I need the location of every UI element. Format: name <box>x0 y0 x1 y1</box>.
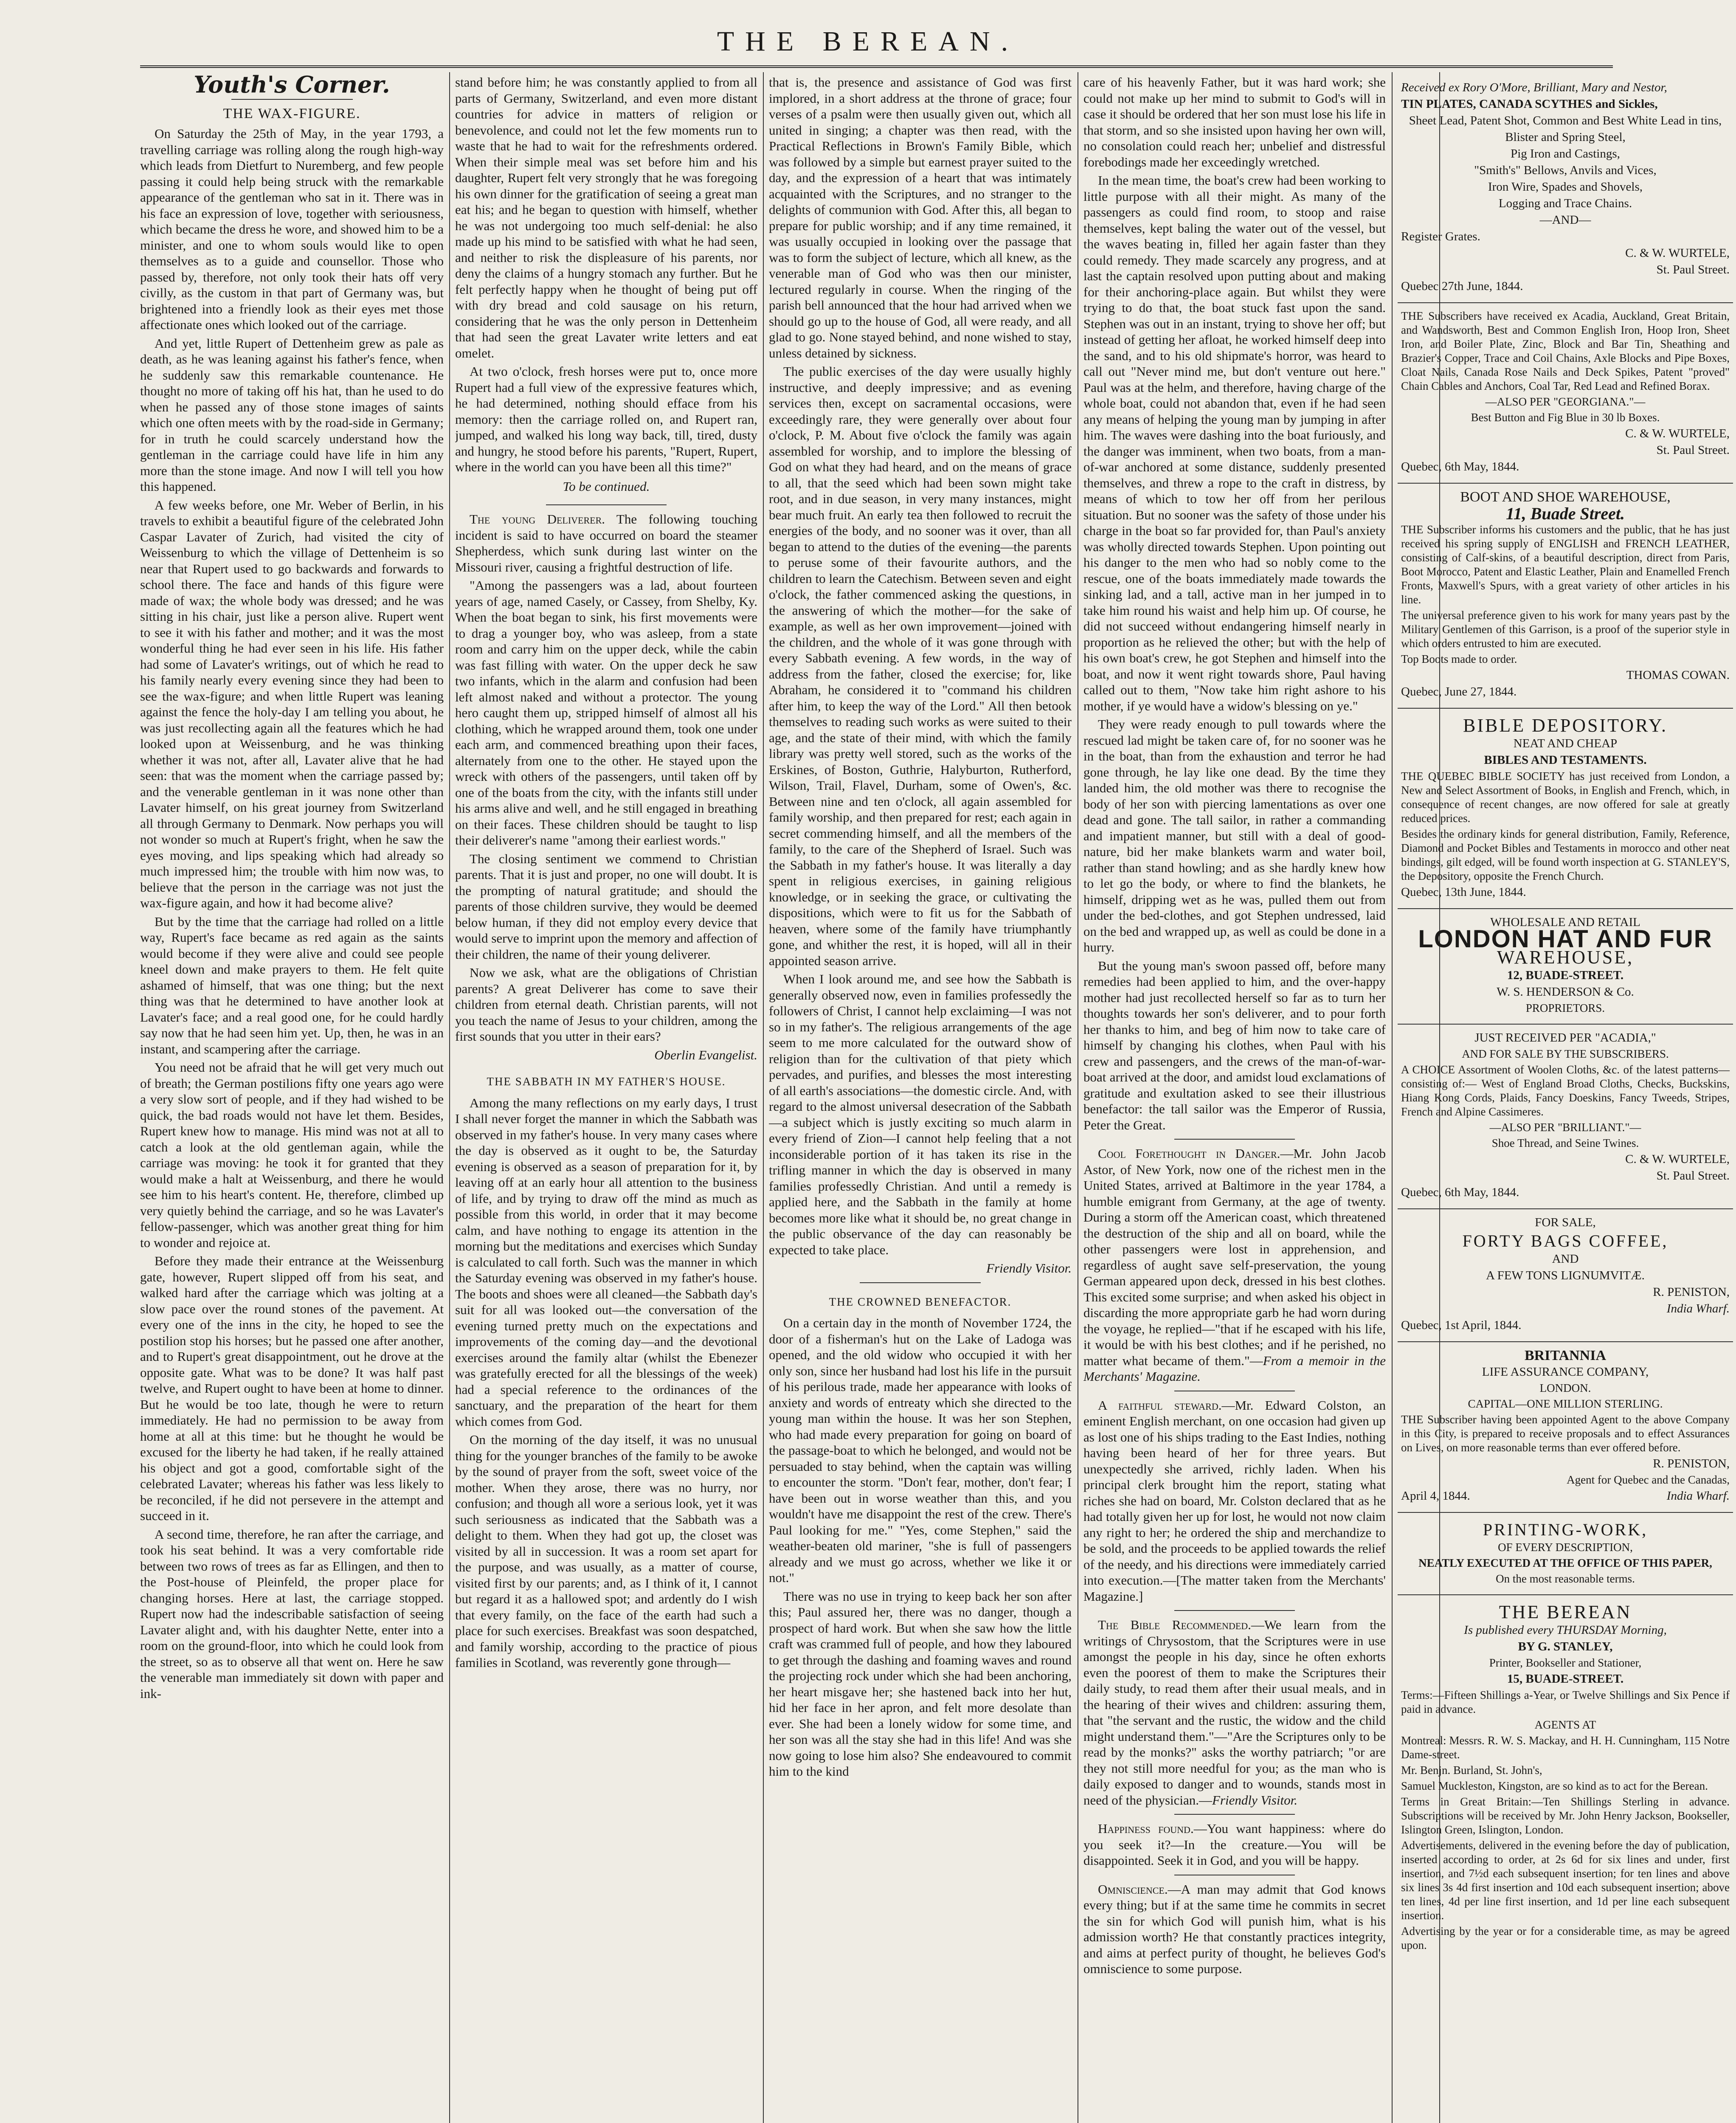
paragraph: But by the time that the carriage had rolled on a little way, Rupert's face became as red again as the saints would become if they were alive and could see people kneel down and make prayers to them. He felt quite ashamed of himself, that was one thing; but the next thing was that he determined to have another look at Lavater's face; and a real good one, for he could hardly say now that he had seen him yet. Up, then, he was in an instant, and scampering after the carriage. <box>140 914 444 1056</box>
section-rule <box>1174 1814 1295 1815</box>
heading-rule <box>231 99 353 100</box>
paragraph: A second time, therefore, he ran after the carriage, and took his seat behind. It was a very comfortable ride between two rows of trees as far as Ellingen, and then to the Post-house of Pleinfeld, the proper place for changing horses. Here at last, the carriage stopped. Rupert now had the indescribable satisfaction of seeing Lavater alight and, with his daughter Nette, enter into a room on the ground-floor, into which he could look from the street, so as to observe all that went on. Here he saw the venerable man immediately sit down with paper and ink- <box>140 1526 444 1701</box>
paragraph: care of his heavenly Father, but it was hard work; she could not make up her mind to submit to God's will in case it should be ordered that her son must lose his life in that storm, and so she insisted upon having her own will, no consolation could reach her; unbelief and distressful forebodings made her exceedingly wretched. <box>1083 75 1386 169</box>
ad-and: —AND— <box>1539 213 1591 227</box>
paragraph: "Among the passengers was a lad, about fourteen years of age, named Casely, or Cassey, from Shelby, Ky. When the boat began to sink, his first movements were to drag a younger boy, who was asleep, from a state room and carry him on the upper deck, while the cabin was fast filling with water. On the upper deck he saw two infants, which in the alarm and confusion had been left almost naked and without a protector. The young hero caught them up, stripped himself of almost all his clothing, which he wrapped around them, took one under each arm, and commenced breathing upon their faces, alternately from one to the other. He stayed upon the wreck with others of the passengers, until taken off by one of the boats from the city, with the infants still under his arms alive and well, and he still engaged in breathing on their faces. These children should be taught to lisp their deliverer's name "among their earliest words." <box>455 578 757 848</box>
ad-firm: C. & W. WURTELE, <box>1625 1152 1730 1166</box>
article-title: THE WAX-FIGURE. <box>223 105 361 121</box>
ad-date: Quebec 27th June, 1844. <box>1401 279 1523 293</box>
paragraph: stand before him; he was constantly applied to from all parts of Germany, Switzerland, and even more distant countries for advice in matters of religion or benevolence, and could not let the few moments run to waste that he had to wait for the refreshments ordered. When their simple meal was set before him and his daughter, Rupert felt very strongly that he was foregoing his own dinner for the gratification of seeing a great man eat his; and he began to question with himself, whether he was not undergoing too much self-denial: he also made up his mind to be satisfied with what he had seen, and neither to risk the displeasure of his parents, nor deny the claims of a hungry stomach any further. But he felt perfectly happy when he thought of being put off with dry bread and cold sausage on his return, considering that he was the only person in Dettenheim that had seen the great Lavater write letters and eat omelet. <box>455 75 757 360</box>
ad-subtitle: OF EVERY DESCRIPTION, <box>1498 1541 1633 1554</box>
paragraph: And yet, little Rupert of Dettenheim grew as pale as death, as he was leaning against his father's fence, when he suddenly saw this remarkable countenance. He thought no more of taking off his hat, than he used to do when he passed any of those stone images of saints which one often meets with by the road-side in Germany; for in truth he could scarcely understand how the gentleman in the carriage could have life in him any more than the stone image. And now I will tell you how this happened. <box>140 335 444 494</box>
item-source: Friendly Visitor. <box>1212 1792 1297 1808</box>
ad-date: April 4, 1844. <box>1401 1489 1470 1503</box>
paragraph: Now we ask, what are the obligations of Christian parents? A great Deliverer has come to save their children from eternal death. Christian parents, will not you teach the name of Jesus to your children, among the first sounds that you utter in their ears? <box>455 965 757 1044</box>
paragraph: On the morning of the day itself, it was no unusual thing for the younger branches of the family to be awoke by the sound of prayer from the soft, sweet voice of the mother. When they arose, there was no hurry, nor confusion; and though all wore a serious look, yet it was such seriousness as indicated that the Sabbath was a delight to them. When they had got up, the closet was visited by all in succession. It was a room set apart for the purpose, and was usually, as a matter of course, visited first by our parents; and, as I think of it, I cannot but regard it as a hallowed spot; and ardently do I wish that every family, on the face of the earth had such a place for such exercises. Breakfast was soon despatched, and family worship, according to the practice of pious families in Scotland, was reverently gone through— <box>455 1432 757 1670</box>
column-divider <box>763 72 764 2123</box>
pub-terms-gb: Terms in Great Britain:—Ten Shillings Sterling in advance. Subscriptions will be received by Mr. John Henry Jackson, Bookseller, Islington Green, Islington, London. <box>1401 1795 1730 1836</box>
ad-date: Quebec, 1st April, 1844. <box>1401 1318 1522 1332</box>
ad-item: "Smith's" Bellows, Anvils and Vices, <box>1474 163 1657 177</box>
paragraph-with-title <box>455 511 757 575</box>
item-source: From a memoir in the Merchants' Magazine. <box>1083 1353 1386 1384</box>
paragraph: On Saturday the 25th of May, in the year 1793, a travelling carriage was rolling along the rough high-way which leads from Dietfurt to Nuremberg, and few people passing it could help being struck with the remarkable appearance of the gentleman who sat in it. There was in his face an expression of love, together with seriousness, which became the dress he wore, and showed him to be a minister, and one to whom souls would like to open themselves as to a guide and counsellor. Those who passed by, therefore, not only took their hats off very civilly, as the custom in that part of Germany was, but brightened into a friendly look as their eyes met those affectionate ones which looked out of the carriage. <box>140 126 444 332</box>
advertisements-column <box>1398 74 1733 2123</box>
ad-item: Register Grates. <box>1401 230 1480 243</box>
ad-title: BRITANNIA <box>1524 1348 1607 1363</box>
item-text: —Mr. Edward Colston, an eminent English merchant, on one occasion had given up as lost one of his ships trading to the East Indies, nothing having been heard of her for three years. But unexpectedly she arrived, richly laden. When his principal clerk brought him the report, stating what riches she had on board, Mr. Colston declared that as he had totally given her up for lost, he would not now claim any right to her; he ordered the ship and merchandize to be sold, and the proceeds to be applied towards the relief of the needy, and his directions were immediately carried into execution.—[The matter taken from the Merchants' Magazine.] <box>1083 1397 1386 1604</box>
pub-agent: Samuel Muckleston, Kingston, are so kind as to act for the Berean. <box>1401 1779 1708 1792</box>
ad-subtitle: A FEW TONS LIGNUMVITÆ. <box>1486 1269 1645 1282</box>
ad-text: The universal preference given to his work for many years past by the Military Gentlemen of this Garrison, is a proof of the superior style in which orders entrusted to him are executed. <box>1401 609 1730 650</box>
item-text: —A man may admit that God knows every thing; but if at the same time he commits in secret the sin for which God will punish him, what is his admission worth? He that constantly practices integrity, and aims at perfect purity of thought, he believes God's omniscience to some purpose. <box>1083 1881 1386 1976</box>
ad-address: 12, BUADE-STREET. <box>1507 969 1624 982</box>
paragraph: You need not be afraid that he will get very much out of breath; the German postilions fifty one years ago were a very slow sort of people, and if they had wished to be quick, the bad roads would not have let them. Besides, Rupert knew how to manage. His mind was not at all to catch a look at the old gentleman again, while the carriage was moving: he took it for granted that they would make a halt at Weissenburg, and there he would see him to his heart's content. He, therefore, climbed up very quietly behind the carriage, and so he was Lavater's fellow-passenger, which was another great thing for him to wonder and rejoice at. <box>140 1060 444 1250</box>
ad-agent: Agent for Quebec and the Canadas, <box>1567 1473 1730 1486</box>
ad-capital: CAPITAL—ONE MILLION STERLING. <box>1468 1397 1663 1410</box>
ad-date: Quebec, June 27, 1844. <box>1401 685 1517 698</box>
pub-schedule: Is published every THURSDAY Morning, <box>1464 1623 1667 1637</box>
ad-item: Blister and Spring Steel, <box>1505 130 1626 144</box>
news-item <box>1083 1821 1386 1869</box>
continued-note: To be continued. <box>563 479 650 494</box>
ad-boot-shoe <box>1398 484 1733 709</box>
ad-note: Top Boots made to order. <box>1401 653 1517 665</box>
ad-text: THE Subscriber informs his customers and the public, that he has just received his spring supply of ENGLISH and FRENCH LEATHER, consisting of Calf-skins, of a beautiful description, direct from Paris, Boot Morocco, Patent and Elastic Leather, Plain and Enamelled French Fronts, Maxwell's Spurs, with a great variety of other articles in his line. <box>1401 523 1730 606</box>
section-heading: Youth's Corner. <box>194 74 390 98</box>
pub-advertising-year: Advertising by the year or for a considerable time, as may be agreed upon. <box>1401 1925 1730 1951</box>
masthead <box>0 0 1736 68</box>
paragraph: There was no use in trying to keep back her son after this; Paul assured her, there was no danger, though a prospect of hard work. But when she saw how the little craft was crammed full of people, and how they laboured to get through the dashing and foaming waves and round the projecting rock under which she had been anchoring, her heart misgave her; she hastened back into her hut, hid her face in her apron, and felt more desolate than ever. She had been a lonely widow for some time, and her son was all the stay she had in this life! And was she now going to lose him also? She endeavoured to commit him to the kind <box>769 1588 1072 1779</box>
ad-firm: W. S. HENDERSON & Co. <box>1497 985 1634 999</box>
ad-britannia <box>1398 1342 1733 1513</box>
item-lead: Happiness found. <box>1098 1821 1194 1836</box>
paragraph: that is, the presence and assistance of God was first implored, in a short address at the throne of grace; four verses of a psalm were then usually given out, which all united in singing; a chapter was then read, with the Practical Reflections in Brown's Family Bible, which was followed by a simple but earnest prayer suited to the day, and the expression of a heart that was intimately acquainted with the Scriptures, and no stranger to the delights of communion with God. After this, all began to prepare for public worship; and if any time remained, it was usually occupied in looking over the passage that was to form the subject of lecture, which all knew, as the venerable man of God who was then our minister, lectured regularly in course. When the ringing of the parish bell announced that the hour had arrived when we should go up to the house of God, all were ready, and all glad to go. None stayed behind, and none wished to stay, unless detained by sickness. <box>769 75 1072 360</box>
column-divider <box>1392 72 1393 2123</box>
ad-name: R. PENISTON, <box>1653 1457 1730 1470</box>
ad-subtitle: NEATLY EXECUTED AT THE OFFICE OF THIS PAPER, <box>1418 1557 1712 1569</box>
ad-title: PRINTING-WORK, <box>1483 1520 1648 1539</box>
ad-item: Shoe Thread, and Seine Twines. <box>1491 1137 1639 1149</box>
ad-item: Sheet Lead, Patent Shot, Common and Best White Lead in tins, <box>1409 114 1722 127</box>
news-item <box>1083 1881 1386 1977</box>
ad-and: AND <box>1552 1252 1579 1266</box>
pub-title: THE BEREAN <box>1499 1602 1632 1622</box>
ad-street: St. Paul Street. <box>1656 263 1730 276</box>
column-4 <box>1083 74 1386 2123</box>
ad-item: Logging and Trace Chains. <box>1498 197 1632 210</box>
paragraph: At two o'clock, fresh horses were put to, once more Rupert had a full view of the expressive features which, he had determined, nothing should efface from his memory: then the carriage rolled on, and Rupert ran, jumped, and walked his long way back, till, tired, dusty and hungry, he stood before his parents, "Rupert, Rupert, where in the world can you have been all this time?" <box>455 364 757 474</box>
ad-date-place <box>1401 1489 1730 1504</box>
newspaper-title: THE BEREAN. <box>717 26 1019 57</box>
paragraph: A few weeks before, one Mr. Weber of Berlin, in his travels to exhibit a beautiful figure of the celebrated John Caspar Lavater of Zurich, had visited the city of Weissenburg to which the village of Dettenheim is so near that Rupert used to go backwards and forwards to school there. The face and hands of this figure were made of wax; the whole body was dressed; and he was sitting in his chair, just like a person alive. Rupert went to see it with his father and mother; and it was the most wonderful thing he had ever seen in his life. His father had some of Lavater's writings, out of which he read to his family nearly every evening since they had been to see the wax-figure; and when little Rupert was leaning against the fence the holy-day I am telling you about, he was just recollecting again all the features which he had looked upon at Weissenburg, and he was thinking whether it was not, after all, Lavater alive that he had seen: that was the moment when the carriage passed by; and the venerable gentleman in it was none other than Lavater himself, on his great journey from Switzerland all through Germany to Denmark. Now perhaps you will not wonder so much at Rupert's fright, when he saw the eyes moving, and lips speaking which had already so much impressed him; the trouble with him now was, to believe that the person in the carriage was not just the wax-figure again, and how it had become alive? <box>140 497 444 910</box>
ad-proprietors: PROPRIETORS. <box>1525 1002 1605 1014</box>
ad-firm: C. & W. WURTELE, <box>1625 246 1730 260</box>
ad-item: Pig Iron and Castings, <box>1511 147 1620 160</box>
pub-agent: Mr. Benjn. Burland, St. John's, <box>1401 1764 1542 1777</box>
ad-terms: On the most reasonable terms. <box>1496 1572 1635 1585</box>
ad-also: —ALSO PER "BRILLIANT."— <box>1489 1121 1641 1134</box>
paragraph: The following touching incident is said to have occurred on board the steamer Shepherdess, which sunk during last winter on the Missouri river, causing a frightful destruction of life. <box>455 512 757 574</box>
ad-woolen-cloths <box>1398 1025 1733 1209</box>
ad-date: Quebec, 6th May, 1844. <box>1401 460 1519 473</box>
section-rule <box>860 1282 981 1283</box>
news-item <box>1083 1617 1386 1808</box>
article-title: The young Deliverer. <box>470 512 605 527</box>
ad-location: LONDON. <box>1539 1382 1591 1394</box>
item-lead: Omniscience. <box>1098 1881 1168 1897</box>
ad-hat-fur <box>1398 909 1733 1025</box>
ad-pretitle: FOR SALE, <box>1535 1216 1596 1229</box>
ad-date: Quebec, 6th May, 1844. <box>1401 1185 1519 1199</box>
ad-subtitle: BIBLES AND TESTAMENTS. <box>1484 753 1647 767</box>
ad-bible-depository <box>1398 709 1733 909</box>
ad-title: JUST RECEIVED PER "ACADIA," <box>1474 1031 1656 1045</box>
pub-profession: Printer, Bookseller and Stationer, <box>1489 1656 1642 1669</box>
ad-title: BOOT AND SHOE WAREHOUSE, <box>1460 489 1671 505</box>
ad-street: St. Paul Street. <box>1656 443 1730 457</box>
ad-subtitle: NEAT AND CHEAP <box>1513 737 1618 750</box>
item-text: —Mr. John Jacob Astor, of New York, now one of the richest men in the United States, arrived at Baltimore in the year 1784, a humble emigrant from Germany, at the age of twenty. During a storm off the American coast, which threatened the destruction of the ship and all on board, while the other passengers were lost in apprehension, and regardless of aught save self-preservation, the young German appeared upon deck, dressed in his best clothes. This excited some surprise; and when asked his object in discarding the more appropriate garb he had worn during the voyage, he replied—"that if he escaped with his life, it would be with his best clothes; and if he perished, no matter what became of them."— <box>1083 1146 1386 1368</box>
ad-title: LONDON HAT AND FUR <box>1418 925 1713 953</box>
ad-subtitle: 11, Buade Street. <box>1505 504 1625 523</box>
ad-item: Iron Wire, Spades and Shovels, <box>1488 180 1643 194</box>
section-rule <box>1174 1610 1295 1611</box>
ad-date: Quebec, 13th June, 1844. <box>1401 885 1526 899</box>
pub-agents: AGENTS AT <box>1534 1718 1596 1731</box>
paragraph: In the mean time, the boat's crew had been working to little purpose with all their might. As many of the passengers as could find room, to stoop and raise themselves, kept baling the water out of the vessel, but the waves beating in, filled her again faster than they could remedy. They made scarcely any progress, and at last the captain resolved upon putting about and making for their anchoring-place again. But whilst they were trying to do that, the boat stuck fast upon the sand. Stephen was out in an instant, trying to shove her off; but instead of getting her afloat, he worked himself deep into the sand, and to his old shipmate's horror, was heard to call out "Never mind me, but don't venture out here." Paul was at the helm, and therefore, having charge of the whole boat, could not abandon that, even if he had seen any means of helping the young man by jumping in after him. The waves were dashing into the boat furiously, and the danger was imminent, when two boats, from a man-of-war anchored at some distance, suddenly presented themselves, and threw a rope to the craft in distress, by means of which to tow her off from her perilous situation. But no sooner was the safety of those under his charge in the boat so far provided for, than Paul's anxiety was wholly directed towards Stephen. Upon pointing out his danger to the men who had so nobly come to the rescue, one of the boats immediately made towards the sinking lad, and a tall, active man in her jumped in to take him round his waist and help him up. Of course, he did not succeed without endangering himself nearly in proportion as he relieved the other; but with the help of his own boat's crew, he got Stephen and himself into the boat, and now it went right towards shore, Paul having called out to them, "Now take him right ashore to his mother, if ye would have a widow's blessing on ye." <box>1083 173 1386 713</box>
ad-pretitle: WHOLESALE AND RETAIL <box>1490 915 1640 929</box>
pub-agent: Montreal: Messrs. R. W. S. Mackay, and H. H. Cunningham, 115 Notre Dame-street. <box>1401 1734 1730 1761</box>
ad-street: St. Paul Street. <box>1656 1169 1730 1183</box>
paragraph: But the young man's swoon passed off, before many remedies had been applied to him, and the over-happy mother had just recollected herself so far as to turn her thoughts towards her son's deliverer, and to pour forth her thanks to him, and beg of him now to take care of himself by changing his clothes, when Paul with his crew and passengers, and the crews of the man-of-war-boat arrived at the door, and amidst loud exclamations of gratitude and exultation asked to see their illustrious benefactor: the tall sailor was the Emperor of Russia, Peter the Great. <box>1083 958 1386 1132</box>
article-title: THE SABBATH IN MY FATHER'S HOUSE. <box>487 1075 726 1088</box>
ad-place: India Wharf. <box>1666 1302 1730 1315</box>
pub-address: 15, BUADE-STREET. <box>1507 1672 1624 1686</box>
ad-name: R. PENISTON, <box>1653 1285 1730 1299</box>
column-3 <box>769 74 1072 2123</box>
paragraph: The public exercises of the day were usually highly instructive, and deeply impressive; and as evening services then, except on sacramental occasions, were exceedingly rare, they were generally over about four o'clock, P. M. About five o'clock the family was again assembled for worship, and to implore the blessing of God on what they had heard, and on the means of grace to all, that the seed which had been sown might take root, and in due season, in very many instances, might bear much fruit. An early tea then followed to recruit the energies of the body, and no sooner was it over, than all began to attend to the duties of the evening—the parents to peruse some of their favourite authors, and the children to learn the Catechism. Between seven and eight o'clock, the father commenced asking the questions, in the answering of which the mother—for the sake of example, as well as her own improvement—joined with the children, and the whole of it was gone through with every Sabbath evening. A few words, in the way of address from the father, closed the exercise; for, like Abraham, he considered it to "command his children after him, to keep the way of the Lord." All then betook themselves to reading such works as were suited to their age, and the state of their mind, with which the family library was pretty well stored, such as the works of the Erskines, of Boston, Guthrie, Halyburton, Rutherford, Wilson, Trail, Flavel, Durham, some of Owen's, &c. Between nine and ten o'clock, all again assembled for family worship, and then prepared for rest; each again in secret commending himself, and all the members of the family, to the care of the Shepherd of Israel. Such was the Sabbath in my father's house. It was literally a day spent in religious exercises, in gaining religious knowledge, or in seeking the grace, or cultivating the dispositions, which were to fit us for the Sabbath of heaven, where some of the family have triumphantly gone, and whither the rest, it is hoped, will all in their appointed season arrive. <box>769 364 1072 968</box>
column-1 <box>140 74 444 2123</box>
ad-title: BIBLE DEPOSITORY. <box>1463 715 1668 736</box>
paragraph: When I look around me, and see how the Sabbath is generally observed now, even in families professedly the followers of Christ, I cannot help exclaiming—I was not so in my father's. The religious arrangements of the age seem to me more calculated for the outward show of religion than for the cultivation of that piety which pervades, and purifies, and blesses the most interesting of all earth's associations—the domestic circle. And, with regard to the almost universal desecration of the Sabbath—a subject which is justly exciting so much alarm in every friend of Zion—I cannot help feeling that a not inconsiderable portion of it has taken its rise in the trifling manner in which the day is observed in many families professedly Christian. And until a remedy is applied here, and the Sabbath in the family at home becomes more like what it should be, no great change in the public observance of the day can reasonably be expected to take place. <box>769 971 1072 1257</box>
ad-also: —ALSO PER "GEORGIANA."— <box>1485 395 1646 408</box>
ad-subtitle: LIFE ASSURANCE COMPANY, <box>1482 1365 1649 1379</box>
paragraph: They were ready enough to pull towards where the rescued lad might be taken care of, for no sooner was he in the boat, than from the exhaustion and terror he had gone through, he lay like one dead. By the time they landed him, the old mother was there to recognise the body of her son with piercing lamentations as over one dead and gone. The tall sailor, in rather a commanding and impatient manner, but still with a deal of good-nature, bid her make blankets warm and water boil, rather than stand howling; and as she hardly knew how to let go the body, or where to find the blankets, he himself, dripping wet as he was, pulled them out from under the bed-clothes, and got Stephen undressed, laid on the bed and wrapped up, as well as could be done in a hurry. <box>1083 717 1386 955</box>
ad-coffee <box>1398 1209 1733 1342</box>
publication-info <box>1398 1595 1733 1961</box>
column-2 <box>455 74 757 2123</box>
ad-head: TIN PLATES, CANADA SCYTHES and Sickles, <box>1401 97 1658 111</box>
ad-subtitle: WAREHOUSE, <box>1497 947 1634 968</box>
ad-place: India Wharf. <box>1666 1489 1730 1503</box>
ad-name: THOMAS COWAN. <box>1626 668 1730 682</box>
ad-title: FORTY BAGS COFFEE, <box>1462 1231 1668 1250</box>
column-divider <box>449 72 450 2123</box>
section-rule <box>546 504 667 505</box>
ad-item: Best Button and Fig Blue in 30 lb Boxes. <box>1471 411 1660 424</box>
article-title: THE CROWNED BENEFACTOR. <box>829 1295 1012 1308</box>
news-item <box>1083 1146 1386 1385</box>
item-text: —We learn from the writings of Chrysostom, that the Scriptures were in use amongst the people in his day, since he often exhorts even the poorest of them to make the Scriptures their daily study, to read them after their usual meals, and in the hearing of their wives and children: assuring them, that "the servant and the rustic, the widow and the child might understand them."—"Are the Scriptures only to be read by the monks?" asks the worthy patriarch; "or are they not still more needful for you; as the man who is daily exposed to danger and to wounds, stands most in need of the physician.— <box>1083 1617 1386 1808</box>
ad-subtitle: AND FOR SALE BY THE SUBSCRIBERS. <box>1462 1047 1669 1060</box>
paragraph: The closing sentiment we commend to Christian parents. That it is just and proper, no one will doubt. It is the prompting of natural gratitude; and should the parents of those children survive, they would be deemed below human, if they did not employ every device that would serve to imprint upon the memory and affection of their children, the name of their young deliverer. <box>455 851 757 962</box>
pub-publisher: BY G. STANLEY, <box>1518 1640 1613 1653</box>
source-credit: Friendly Visitor. <box>986 1261 1072 1275</box>
item-lead: A faithful steward. <box>1098 1397 1222 1413</box>
ad-text: THE QUEBEC BIBLE SOCIETY has just received from London, a New and Select Assortment of Books, in English and French, which, in consequence of recent changes, are now offered for sale at greatly reduced prices. <box>1401 770 1730 825</box>
item-lead: The Bible Recommended. <box>1098 1617 1251 1632</box>
source-credit: Oberlin Evangelist. <box>654 1047 757 1062</box>
news-item <box>1083 1397 1386 1605</box>
paragraph: Before they made their entrance at the Weissenburg gate, however, Rupert slipped off from his seat, and walked hard after the carriage which was jolting at a slow pace over the round stones of the pavement. At every one of the inns in the city, he hoped to see the postilion stop his horses; but he passed one after another, and to Rupert's great disappointment, out he drove at the opposite gate. What was to be done? It was half past twelve, and Rupert ought to have been at home to dinner. But he would be too late, though he were to return immediately. He had no permission to be away from home at all at this time: but he thought he would be excused for the liberty he had taken, if he really attained his object and got a good, comfortable sight of the celebrated Lavater; whereas his father was less likely to be reconciled, if he did not persevere in the attempt and succeed in it. <box>140 1253 444 1523</box>
masthead-rule <box>140 65 1613 68</box>
ad-printing-work <box>1398 1513 1733 1595</box>
paragraph: On a certain day in the month of November 1724, the door of a fisherman's hut on the Lake of Ladoga was opened, and the old widow who occupied it with her only son, since her husband had lost his life in the pursuit of his perilous trade, made her appearance with looks of anxiety and words of entreaty which she directed to the young man within the house. It was her son Stephen, who had made every preparation for going on board of the passage-boat to which he belonged, and would not be persuaded to stay behind, when the captain was willing to encounter the storm. "Don't fear, mother, don't fear; I have been out in worse weather than this, and you wouldn't have me disappoint the rest of the crew. There's Paul looking for me." "Yes, come Stephen," said the weather-beaten old mariner, "she is full of passengers already and we must go across, whether we like it or not." <box>769 1315 1072 1585</box>
ad-text: THE Subscribers have received ex Acadia, Auckland, Great Britain, and Wandsworth, Best and Common English Iron, Hoop Iron, Sheet Iron, and Boiler Plate, Zinc, Block and Bar Tin, Sheathing and Brazier's Copper, Trace and Coil Chains, Axle Blocks and Pipe Boxes, Cloat Nails, Canada Rose Nails and Deck Spikes, Patent "proved" Chain Cables and Anchors, Coal Tar, Red Lead and Refined Borax. <box>1401 310 1730 392</box>
item-text: —You want happiness: where do you seek it?—In the creature.—You will be disappointed. Seek it in God, and you will be happy. <box>1083 1821 1386 1868</box>
pub-advertising: Advertisements, delivered in the evening before the day of publication, inserted according to order, at 2s 6d for six lines and under, first insertion, and 7½d each subsequent insertion; for ten lines and above six lines 3s 4d first insertion and 10d each subsequent insertion; above ten lines, 4d per line first insertion, and 1d per line each subsequent insertion. <box>1401 1839 1730 1922</box>
ad-text: A CHOICE Assortment of Woolen Cloths, &c. of the latest patterns—consisting of:— West of England Broad Cloths, Checks, Buckskins, Hiang Kong Cords, Plaids, Fancy Doeskins, Fancy Tweeds, Stripes, French and Alpine Cassimeres. <box>1401 1063 1730 1118</box>
ad-iron <box>1398 303 1733 484</box>
ad-text: Besides the ordinary kinds for general distribution, Family, Reference, Diamond and Pocket Bibles and Testaments in morocco and other neat bindings, gilt edged, will be found worth inspection at G. STANLEY'S, the Depository, opposite the French Church. <box>1401 828 1730 882</box>
item-lead: Cool Forethought in Danger. <box>1098 1146 1280 1161</box>
pub-terms: Terms:—Fifteen Shillings a-Year, or Twelve Shillings and Six Pence if paid in advance. <box>1401 1689 1730 1715</box>
section-rule <box>1174 1139 1295 1140</box>
ad-intro: Received ex Rory O'More, Brilliant, Mary and Nestor, <box>1401 81 1667 94</box>
ad-text: THE Subscriber having been appointed Agent to the above Company in this City, is prepared to receive proposals and to effect Assurances on Lives, on more reasonable terms than ever offered before. <box>1401 1413 1730 1454</box>
ad-firm: C. & W. WURTELE, <box>1625 427 1730 440</box>
paragraph: Among the many reflections on my early days, I trust I shall never forget the manner in which the Sabbath was observed in my father's house. In very many cases where the day is observed as it ought to be, the Saturday evening is observed as a season of preparation for it, by leaving off at an early hour all attention to the business of life, and by trying to draw off the mind as much as possible from this world, in order that it may become calm, and have nothing to engage its attention in the morning but the meditations and exercises which Sunday is calculated to call forth. Such was the manner in which the Saturday evening was observed in my father's house. The boots and shoes were all cleaned—the Sabbath day's suit for all was looked out—the conversation of the evening turned pretty much on the expectations and improvements of the coming day—and the devotional exercises around the family altar (whilst the Ebenezer was gratefully erected for all the blessings of the week) had a special reference to the ordinances of the sanctuary, and the preparation of the heart for them which comes from God. <box>455 1095 757 1429</box>
ad-tin-plates <box>1398 74 1733 303</box>
